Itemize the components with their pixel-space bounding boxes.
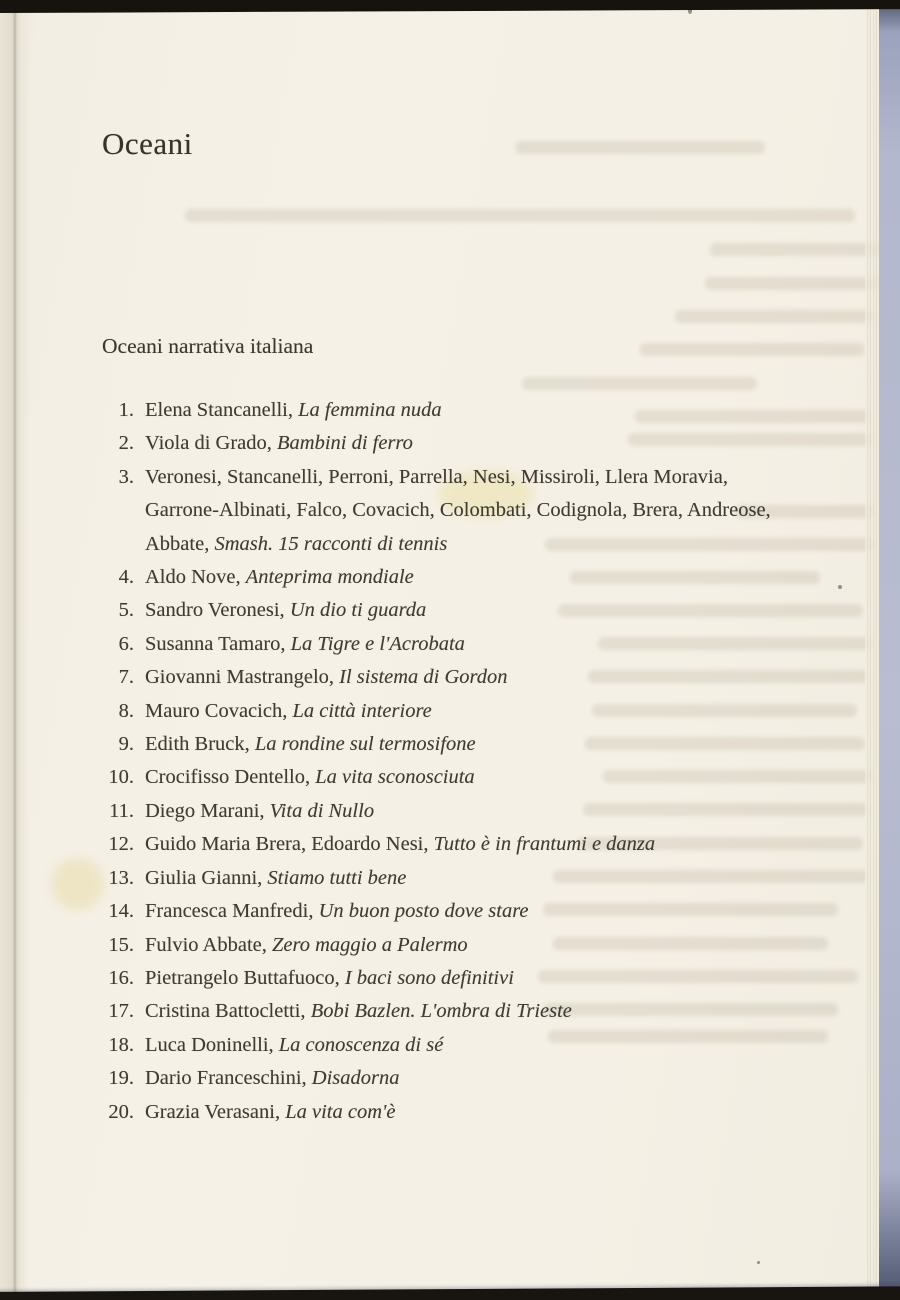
item-book-title: Vita di Nullo <box>269 799 375 822</box>
item-book-title: Il sistema di Gordon <box>339 666 508 689</box>
item-entry <box>145 828 793 861</box>
item-entry <box>145 895 793 928</box>
ghost-text-line <box>705 277 890 290</box>
book-list-item <box>96 795 796 828</box>
page-title: Oceani <box>102 126 193 161</box>
ghost-text-line <box>675 310 875 323</box>
item-authors: Guido Maria Brera, Edoardo Nesi, <box>145 833 434 856</box>
item-entry <box>145 995 793 1028</box>
item-authors: Crocifisso Dentello, <box>145 766 316 789</box>
book-list-item <box>96 962 796 995</box>
item-authors: Susanna Tamaro, <box>145 632 291 655</box>
item-number: 13. <box>108 866 134 889</box>
book-page-edges <box>865 8 879 1292</box>
item-number: 9. <box>118 733 134 756</box>
item-book-title: Un buon posto dove stare <box>318 900 529 923</box>
item-number: 7. <box>118 666 134 689</box>
item-number: 16. <box>108 966 134 989</box>
item-entry <box>145 594 793 627</box>
item-authors: Sandro Veronesi, <box>145 599 290 622</box>
item-entry <box>145 661 793 694</box>
book-list-item <box>96 929 796 962</box>
item-book-title: La conoscenza di sé <box>278 1033 444 1056</box>
book-list <box>96 394 796 1129</box>
book-list-item <box>96 661 796 694</box>
item-authors: Francesca Manfredi, <box>145 900 319 923</box>
item-book-title: La vita com'è <box>285 1100 396 1123</box>
item-authors: Cristina Battocletti, <box>145 1000 311 1023</box>
item-book-title: Zero maggio a Palermo <box>271 933 468 956</box>
item-authors: Fulvio Abbate, <box>145 933 272 956</box>
book-list-item <box>96 427 796 460</box>
item-book-title: Bobi Bazlen. L'ombra di Trieste <box>310 1000 572 1023</box>
scan-edge-bottom <box>0 1286 900 1300</box>
item-entry <box>145 695 793 728</box>
item-book-title: La città interiore <box>292 699 432 722</box>
item-entry <box>145 561 793 594</box>
item-book-title: La femmina nuda <box>298 399 442 421</box>
item-entry <box>145 929 793 962</box>
book-cover-edge <box>879 0 900 1300</box>
item-authors: Mauro Covacich, <box>145 699 293 722</box>
scan-speck <box>838 585 842 589</box>
item-number: 20. <box>108 1100 134 1123</box>
item-authors: Viola di Grado, <box>145 432 277 455</box>
book-list-item <box>96 561 796 594</box>
item-entry <box>145 1029 793 1062</box>
item-number: 4. <box>118 566 134 589</box>
item-book-title: La Tigre e l'Acrobata <box>290 632 465 655</box>
book-list-item <box>96 862 796 895</box>
item-book-title: Anteprima mondiale <box>245 566 414 589</box>
scan-edge-top <box>0 0 900 13</box>
ghost-text-line <box>710 243 885 256</box>
book-list-item <box>96 628 796 661</box>
item-book-title: Smash. 15 racconti di tennis <box>214 532 448 555</box>
ghost-text-line <box>640 343 865 356</box>
series-heading: Oceani narrativa italiana <box>102 334 314 358</box>
item-number: 10. <box>108 766 134 789</box>
item-book-title: Bambini di ferro <box>277 432 413 455</box>
page-gutter-line <box>13 0 17 1300</box>
item-entry <box>145 628 793 661</box>
item-number: 19. <box>108 1067 134 1090</box>
item-entry <box>145 761 793 794</box>
item-authors: Pietrangelo Buttafuoco, <box>145 966 345 989</box>
item-book-title: Disadorna <box>311 1067 400 1090</box>
item-authors: Giulia Gianni, <box>145 866 268 889</box>
item-number: 14. <box>108 900 134 923</box>
book-list-item <box>96 394 796 427</box>
ghost-text-line <box>515 141 765 154</box>
book-list-item <box>96 828 796 861</box>
book-list-item <box>96 1029 796 1062</box>
item-number: 17. <box>108 1000 134 1023</box>
item-authors: Grazia Verasani, <box>145 1100 286 1123</box>
item-entry <box>145 1096 793 1129</box>
item-entry <box>145 862 793 895</box>
item-book-title: La rondine sul termosifone <box>254 733 476 756</box>
item-authors: Aldo Nove, <box>145 566 246 589</box>
item-entry <box>145 461 793 561</box>
item-authors: Elena Stancanelli, <box>145 399 299 421</box>
item-book-title: I baci sono definitivi <box>344 966 514 989</box>
item-authors: Dario Franceschini, <box>145 1067 312 1090</box>
book-list-item <box>96 761 796 794</box>
item-entry <box>145 962 793 995</box>
item-authors: Luca Doninelli, <box>145 1033 279 1056</box>
item-authors: Giovanni Mastrangelo, <box>145 666 340 689</box>
item-book-title: Un dio ti guarda <box>289 599 427 622</box>
item-book-title: La vita sconosciuta <box>315 766 475 789</box>
item-entry <box>145 728 793 761</box>
item-number: 18. <box>108 1033 134 1056</box>
book-list-item <box>96 1096 796 1129</box>
book-list-item <box>96 995 796 1028</box>
item-entry <box>145 795 793 828</box>
item-book-title: Stiamo tutti bene <box>267 866 407 889</box>
item-authors: Diego Marani, <box>145 799 270 822</box>
item-book-title: Tutto è in frantumi e danza <box>433 833 656 856</box>
book-list-item <box>96 728 796 761</box>
book-list-item <box>96 695 796 728</box>
ghost-text-line <box>522 377 757 390</box>
item-entry <box>145 1062 793 1095</box>
item-number: 5. <box>118 599 134 622</box>
book-list-item <box>96 594 796 627</box>
item-number: 1. <box>118 399 134 421</box>
item-number: 15. <box>108 933 134 956</box>
book-list-item <box>96 1062 796 1095</box>
scan-speck <box>757 1261 760 1264</box>
item-authors: Edith Bruck, <box>145 733 255 756</box>
item-number: 11. <box>109 799 134 822</box>
ghost-text-line <box>185 209 855 222</box>
book-list-item <box>96 895 796 928</box>
item-number: 8. <box>118 699 134 722</box>
item-entry <box>145 427 793 460</box>
item-number: 12. <box>108 833 134 856</box>
item-entry <box>145 394 793 427</box>
item-number: 3. <box>118 465 134 488</box>
item-authors: Veronesi, Stancanelli, Perroni, Parrella, Nesi, Missiroli, Llera Moravia, Garrone-Albinati, Falco, Covacich, Colombati, Codignola, Brera, Andreose, Abbate, <box>145 465 771 555</box>
item-number: 6. <box>118 632 134 655</box>
book-list-item <box>96 461 796 561</box>
item-number: 2. <box>118 432 134 455</box>
